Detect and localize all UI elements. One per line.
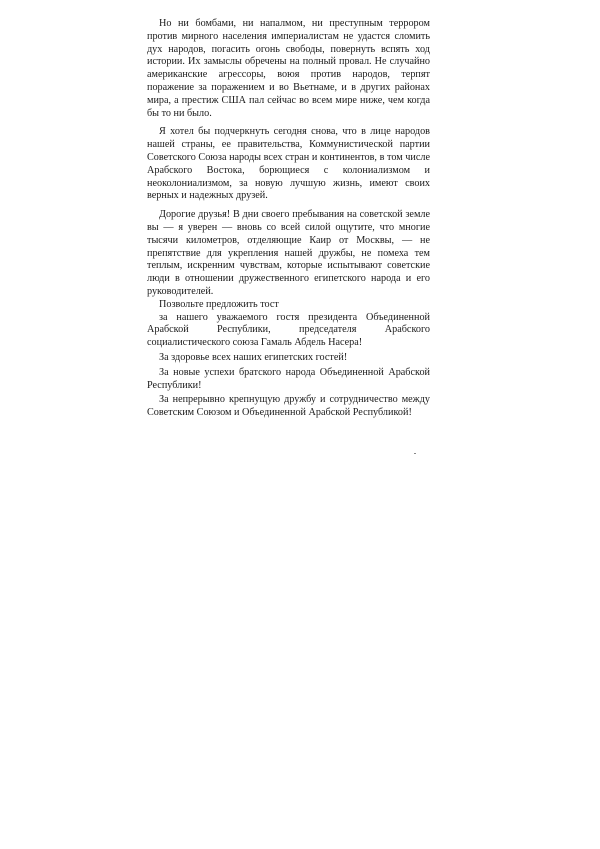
body-text — [147, 18, 430, 420]
paragraph-toast-people: За новые успехи братского народа Объединенной Арабской Республики! — [147, 366, 430, 391]
paragraph-toast-intro: Позвольте предложить тост — [159, 298, 279, 310]
paragraph-dear-friends: Дорогие друзья! В дни своего пребывания на советской земле вы — я уверен — вновь со всей силой ощутите, что многие тысячи километров, отделяющие Каир от Москвы, — не препятствие для укрепления нашей дружбы, не помеха тем теплым, искренним чувствам, которые испытывают советские люди в отношении дружественного египетского народа и его руководителей. — [147, 209, 430, 297]
paragraph-friends: Я хотел бы подчеркнуть сегодня снова, что в лице народов нашей страны, ее правительства, Коммунистической партии Советского Союза народы всех стран и континентов, в том числе Арабского Востока, борющиеся с колониализмом и неоколониализмом, за новую лучшую жизнь, имеют своих верных и надежных друзей. — [147, 126, 430, 202]
paragraph-bombs: Но ни бомбами, ни напалмом, ни преступным террором против мирного населения империалистам не удастся сломить дух народов, погасить огонь свободы, повернуть вспять ход истории. Их замыслы обречены на полный провал. Не случайно американские агрессоры, воюя против народов, терпят поражение за поражением и во Вьетнаме, и в других районах мира, а престиж США пал сейчас во всем мире ниже, чем когда бы то ни было. — [147, 18, 430, 119]
scan-speck — [414, 453, 416, 454]
paragraph-toast-guests: За здоровье всех наших египетских гостей! — [159, 351, 348, 363]
paragraph-toast-friendship: За непрерывно крепнущую дружбу и сотрудничество между Советским Союзом и Объединенной Арабской Республикой! — [147, 394, 430, 419]
paragraph-toast-president: за нашего уважаемого гостя президента Объединенной Арабской Республики, председателя Арабского социалистического союза Гамаль Абдель Насера! — [147, 311, 430, 349]
